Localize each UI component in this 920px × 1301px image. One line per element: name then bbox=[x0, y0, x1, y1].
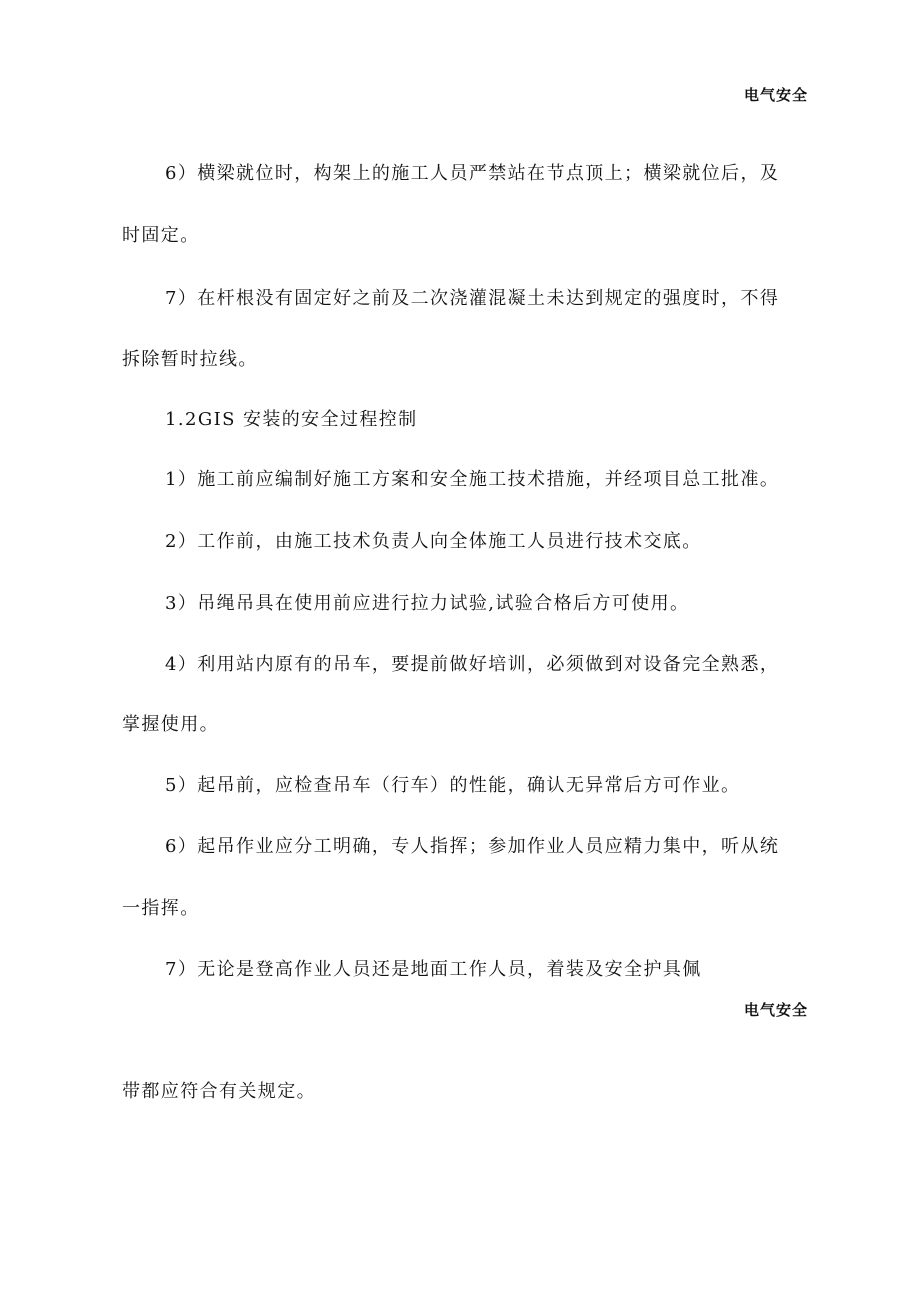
item-2: 2）工作前，由施工技术负责人向全体施工人员进行技术交底。 bbox=[165, 531, 702, 552]
paragraph-7-line-1: 7）在杆根没有固定好之前及二次浇灌混凝土未达到规定的强度时，不得 bbox=[165, 288, 780, 309]
page-header-mid: 电气安全 bbox=[743, 1001, 808, 1019]
paragraph-6-line-1: 6）横梁就位时，构架上的施工人员严禁站在节点顶上；横梁就位后，及 bbox=[165, 163, 780, 184]
item-5: 5）起吊前，应检查吊车（行车）的性能，确认无异常后方可作业。 bbox=[165, 775, 741, 796]
item-7-line-1: 7）无论是登高作业人员还是地面工作人员，着装及安全护具佩 bbox=[165, 959, 702, 980]
page-header-top: 电气安全 bbox=[743, 86, 808, 104]
item-4-line-2: 掌握使用。 bbox=[122, 714, 219, 735]
item-3: 3）吊绳吊具在使用前应进行拉力试验,试验合格后方可使用。 bbox=[165, 593, 690, 614]
item-7-line-2: 带都应符合有关规定。 bbox=[122, 1081, 316, 1102]
item-6-line-2: 一指挥。 bbox=[122, 898, 200, 919]
item-4-line-1: 4）利用站内原有的吊车，要提前做好培训，必须做到对设备完全熟悉， bbox=[165, 654, 780, 675]
item-1: 1）施工前应编制好施工方案和安全施工技术措施，并经项目总工批准。 bbox=[165, 469, 780, 490]
item-6-line-1: 6）起吊作业应分工明确，专人指挥；参加作业人员应精力集中，听从统 bbox=[165, 836, 780, 857]
paragraph-6-line-2: 时固定。 bbox=[122, 225, 200, 246]
section-heading: 1.2GIS 安装的安全过程控制 bbox=[165, 409, 418, 430]
paragraph-7-line-2: 拆除暂时拉线。 bbox=[122, 349, 258, 370]
